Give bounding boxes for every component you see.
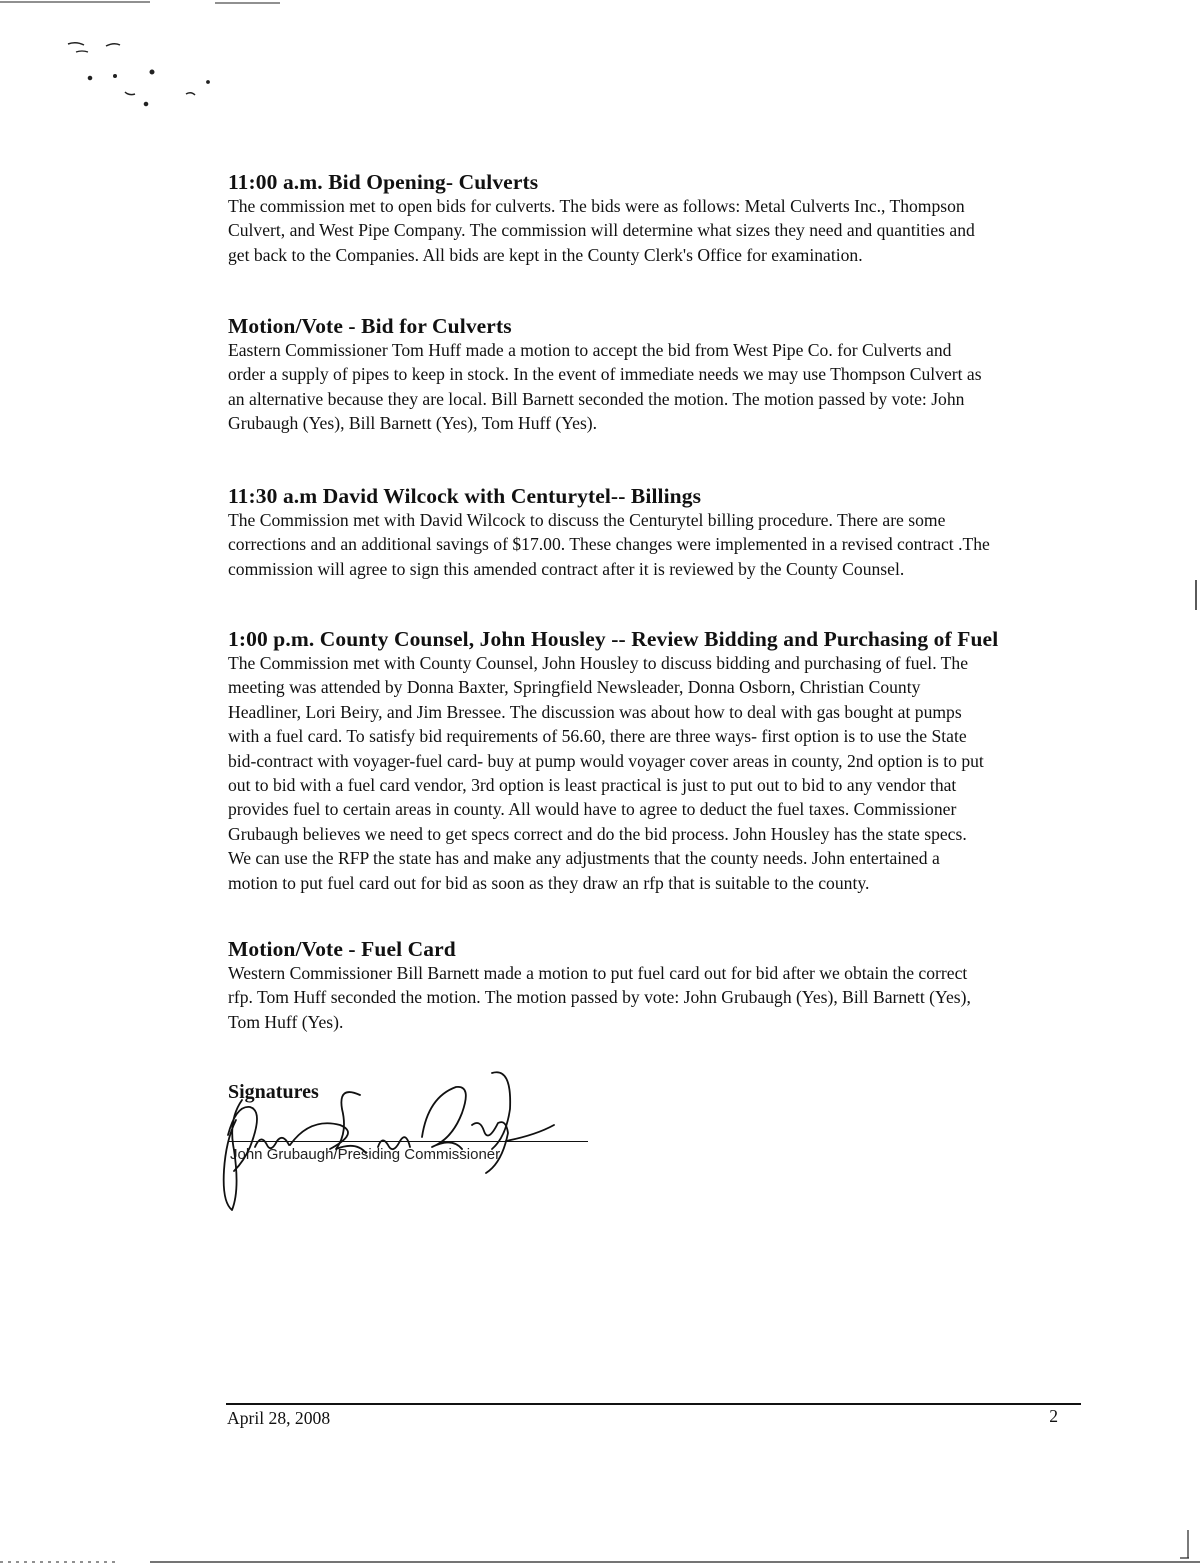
body-line: Tom Huff (Yes).: [228, 1011, 344, 1032]
handwritten-signature: [210, 1065, 590, 1215]
footer-rule: [226, 1403, 1081, 1405]
body-line: order a supply of pipes to keep in stock. In the event of immediate needs we may use Thompson Culvert as: [228, 364, 982, 385]
body-line: We can use the RFP the state has and make any adjustments that the county needs. John entertained a: [228, 848, 940, 869]
body-line: with a fuel card. To satisfy bid requirements of 56.60, there are three ways- first option is to use the State: [228, 726, 967, 747]
section-body: [228, 508, 1090, 581]
signatures-heading: Signatures: [228, 1081, 319, 1103]
signature-caption: John Grubaugh/Presiding Commissioner: [230, 1146, 501, 1163]
body-line: Headliner, Lori Beiry, and Jim Bressee. The discussion was about how to deal with gas bought at pumps: [228, 701, 962, 722]
section-bid-opening-culverts: [228, 170, 1090, 267]
body-line: commission will agree to sign this amended contract after it is reviewed by the County Counsel.: [228, 558, 905, 579]
section-county-counsel-fuel: [228, 627, 1090, 895]
body-line: meeting was attended by Donna Baxter, Springfield Newsleader, Donna Osborn, Christian County: [228, 677, 921, 698]
body-line: an alternative because they are local. Bill Barnett seconded the motion. The motion passed by vote: John: [228, 388, 965, 409]
section-body: [228, 651, 1090, 895]
body-line: Grubaugh believes we need to get specs correct and do the bid process. John Housley has the state specs.: [228, 823, 967, 844]
section-motion-bid-culverts: [228, 314, 1090, 436]
section-heading: 1:00 p.m. County Counsel, John Housley -- Review Bidding and Purchasing of Fuel: [228, 627, 999, 651]
section-heading: 11:30 a.m David Wilcock with Centurytel-- Billings: [228, 484, 702, 508]
body-line: The commission met to open bids for culverts. The bids were as follows: Metal Culverts Inc., Thompson: [228, 196, 965, 216]
body-line: rfp. Tom Huff seconded the motion. The motion passed by vote: John Grubaugh (Yes), Bill Barnett (Yes),: [228, 987, 971, 1008]
body-line: provides fuel to certain areas in county. All would have to agree to deduct the fuel taxes. Commissioner: [228, 799, 957, 820]
section-motion-fuel-card: [228, 937, 1090, 1034]
section-heading: Motion/Vote - Fuel Card: [228, 937, 456, 961]
page-number: 2: [1049, 1406, 1058, 1426]
section-heading: 11:00 a.m. Bid Opening- Culverts: [228, 170, 539, 194]
body-line: Eastern Commissioner Tom Huff made a motion to accept the bid from West Pipe Co. for Culverts and: [228, 340, 952, 360]
section-body: [228, 194, 1090, 267]
section-body: [228, 338, 1090, 436]
body-line: Culvert, and West Pipe Company. The commission will determine what sizes they need and quantities and: [228, 220, 975, 241]
body-line: bid-contract with voyager-fuel card- buy at pump would voyager cover areas in county, 2nd option is to put: [228, 750, 984, 771]
body-line: The Commission met with David Wilcock to discuss the Centurytel billing procedure. There are some: [228, 510, 946, 530]
section-heading: Motion/Vote - Bid for Culverts: [228, 314, 512, 338]
footer-date: April 28, 2008: [227, 1408, 331, 1428]
body-line: corrections and an additional savings of $17.00. These changes were implemented in a revised contract .The: [228, 534, 990, 555]
body-line: motion to put fuel card out for bid as soon as they draw an rfp that is suitable to the county.: [228, 872, 870, 893]
section-centurytel-billings: [228, 484, 1090, 581]
body-line: get back to the Companies. All bids are kept in the County Clerk's Office for examination.: [228, 244, 863, 265]
body-line: out to bid with a fuel card vendor, 3rd option is least practical is just to put out to bid to any vendor that: [228, 775, 957, 796]
body-line: Western Commissioner Bill Barnett made a motion to put fuel card out for bid after we obtain the correct: [228, 963, 968, 983]
body-line: The Commission met with County Counsel, John Housley to discuss bidding and purchasing of fuel. The: [228, 653, 969, 673]
section-body: [228, 961, 1090, 1034]
body-line: Grubaugh (Yes), Bill Barnett (Yes), Tom Huff (Yes).: [228, 413, 598, 434]
